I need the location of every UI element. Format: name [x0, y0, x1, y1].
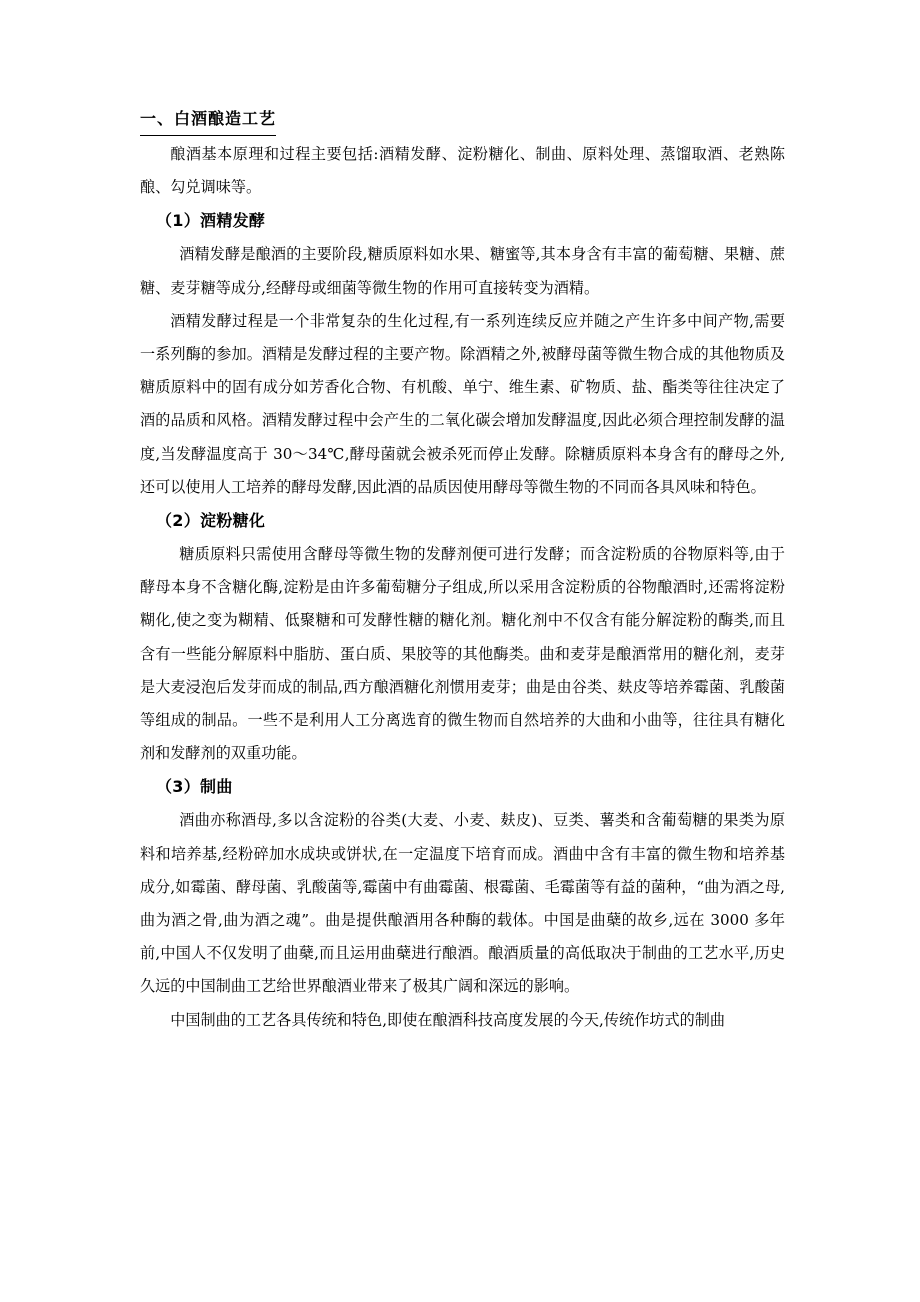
section-3-paragraph-1: 酒曲亦称酒母,多以含淀粉的谷类(大麦、小麦、麸皮)、豆类、薯类和含葡萄糖的果类为原料和培养基,经粉碎加水成块或饼状,在一定温度下培育而成。酒曲中含有丰富的微生物和培养基成分,如霉菌、酵母菌、乳酸菌等,霉菌中有曲霉菌、根霉菌、毛霉菌等有益的菌种，“曲为酒之母,曲为酒之骨,曲为酒之魂”。曲是提供酿酒用各种酶的载体。中国是曲蘖的故乡,远在 3000 多年前,中国人不仅发明了曲蘖,而且运用曲蘖进行酿酒。酿酒质量的高低取决于制曲的工艺水平,历史久远的中国制曲工艺给世界酿酒业带来了极其广阔和深远的影响。 [140, 811, 785, 996]
section-1-paragraph-2: 酒精发酵过程是一个非常复杂的生化过程,有一系列连续反应并随之产生许多中间产物,需要一系列酶的参加。酒精是发酵过程的主要产物。除酒精之外,被酵母菌等微生物合成的其他物质及糖质原料中的固有成分如芳香化合物、有机酸、单宁、维生素、矿物质、盐、酯类等往往决定了酒的品质和风格。酒精发酵过程中会产生的二氧化碳会增加发酵温度,因此必须合理控制发酵的温度,当发酵温度高于 30～34℃,酵母菌就会被杀死而停止发酵。除糖质原料本身含有的酵母之外,还可以使用人工培养的酵母发酵,因此酒的品质因使用酵母等微生物的不同而各具风味和特色。 [140, 311, 785, 496]
section-heading-1: （1）酒精发酵 [156, 211, 266, 231]
section-heading-2: （2）淀粉糖化 [156, 511, 266, 531]
page-title-text: 一、白酒酿造工艺 [140, 104, 276, 136]
page-title [140, 104, 785, 136]
section-heading-3: （3）制曲 [156, 777, 233, 797]
section-3-paragraph-2: 中国制曲的工艺各具传统和特色,即使在酿酒科技高度发展的今天,传统作坊式的制曲 [170, 1010, 726, 1029]
intro-paragraph: 酿酒基本原理和过程主要包括:酒精发酵、淀粉糖化、制曲、原料处理、蒸馏取酒、老熟陈酿、勾兑调味等。 [140, 145, 785, 197]
document-body [140, 104, 785, 1037]
section-1-paragraph-1: 酒精发酵是酿酒的主要阶段,糖质原料如水果、糖蜜等,其本身含有丰富的葡萄糖、果糖、蔗糖、麦芽糖等成分,经酵母或细菌等微生物的作用可直接转变为酒精。 [140, 245, 785, 297]
section-2-paragraph-1: 糖质原料只需使用含酵母等微生物的发酵剂便可进行发酵；而含淀粉质的谷物原料等,由于酵母本身不含糖化酶,淀粉是由许多葡萄糖分子组成,所以采用含淀粉质的谷物酿酒时,还需将淀粉糊化,使之变为糊精、低聚糖和可发酵性糖的糖化剂。糖化剂中不仅含有能分解淀粉的酶类,而且含有一些能分解原料中脂肪、蛋白质、果胶等的其他酶类。曲和麦芽是酿酒常用的糖化剂，麦芽是大麦浸泡后发芽而成的制品,西方酿酒糖化剂惯用麦芽；曲是由谷类、麸皮等培养霉菌、乳酸菌等组成的制品。一些不是利用人工分离选育的微生物而自然培养的大曲和小曲等，往往具有糖化剂和发酵剂的双重功能。 [140, 545, 785, 763]
